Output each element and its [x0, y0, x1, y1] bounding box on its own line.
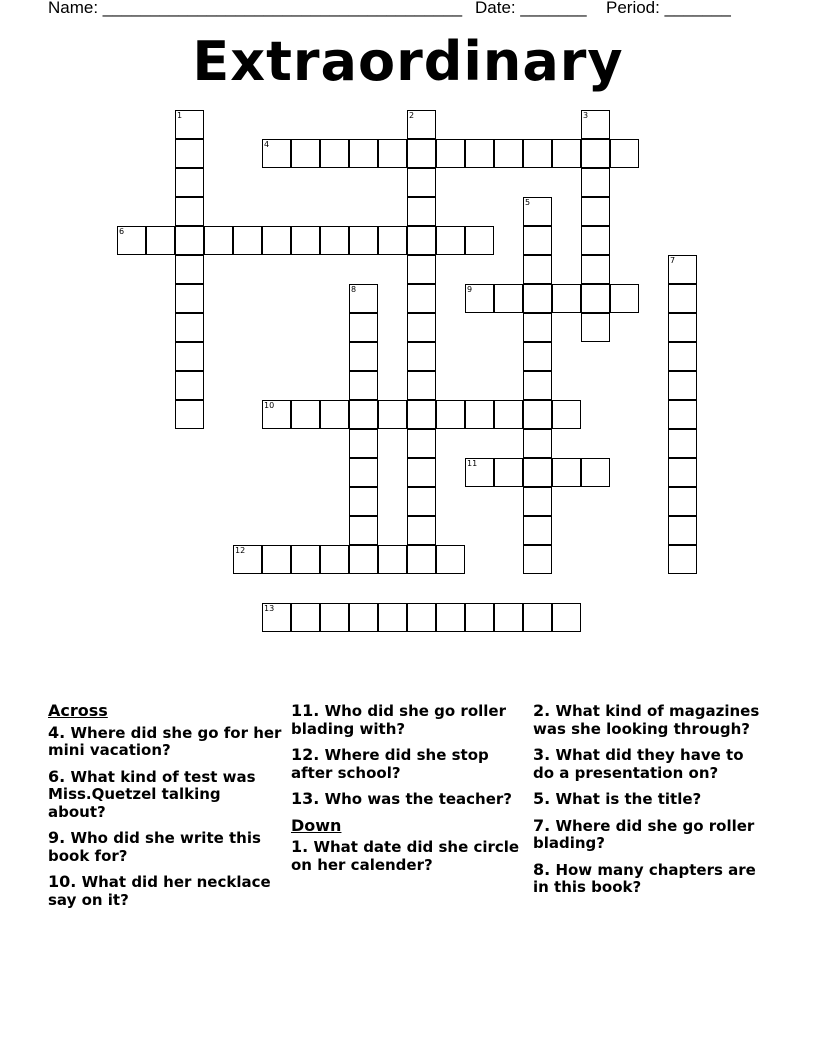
- grid-cell[interactable]: [465, 603, 494, 632]
- clue-across-4: 4. Where did she go for her mini vacation?: [48, 722, 282, 759]
- grid-cell[interactable]: [175, 371, 204, 400]
- grid-cell[interactable]: [668, 313, 697, 342]
- grid-cell[interactable]: [378, 400, 407, 429]
- grid-cell[interactable]: [175, 168, 204, 197]
- clue-number: 12: [235, 545, 246, 555]
- grid-cell[interactable]: [668, 284, 697, 313]
- grid-cell[interactable]: [610, 284, 639, 313]
- grid-cell[interactable]: [378, 226, 407, 255]
- grid-cell[interactable]: [175, 313, 204, 342]
- clue-column-2: [291, 702, 526, 882]
- grid-cell[interactable]: [204, 226, 233, 255]
- grid-cell[interactable]: [494, 139, 523, 168]
- clue-down-8: 8. How many chapters are in this book?: [533, 859, 756, 896]
- grid-cell[interactable]: [175, 226, 204, 255]
- grid-cell[interactable]: [175, 110, 204, 139]
- grid-cell[interactable]: [320, 603, 349, 632]
- clue-down-7: 7. Where did she go roller blading?: [533, 815, 755, 852]
- grid-cell[interactable]: [407, 139, 436, 168]
- clue-down-2: 2. What kind of magazines was she looking through?: [533, 701, 760, 738]
- grid-cell[interactable]: [291, 400, 320, 429]
- down-heading: Down: [291, 815, 342, 835]
- grid-cell[interactable]: [523, 255, 552, 284]
- grid-cell[interactable]: [436, 545, 465, 574]
- grid-cell[interactable]: [349, 371, 378, 400]
- grid-cell[interactable]: [523, 603, 552, 632]
- grid-cell[interactable]: [494, 400, 523, 429]
- grid-cell[interactable]: [378, 603, 407, 632]
- grid-cell[interactable]: [668, 429, 697, 458]
- grid-cell[interactable]: [262, 545, 291, 574]
- clue-across-6: 6. What kind of test was Miss.Quetzel talking about?: [48, 766, 256, 821]
- clue-number: 1: [177, 110, 183, 120]
- period-field[interactable]: Period: _______: [606, 0, 731, 17]
- grid-cell[interactable]: [465, 226, 494, 255]
- grid-cell[interactable]: [349, 458, 378, 487]
- grid-cell[interactable]: [233, 545, 262, 574]
- clue-number: 9: [467, 284, 473, 294]
- grid-cell[interactable]: [291, 603, 320, 632]
- clue-number: 7: [670, 255, 676, 265]
- clue-across-13: 13. Who was the teacher?: [291, 789, 513, 808]
- grid-cell[interactable]: [349, 429, 378, 458]
- grid-cell[interactable]: [581, 110, 610, 139]
- grid-cell[interactable]: [523, 197, 552, 226]
- grid-cell[interactable]: [320, 139, 349, 168]
- grid-cell[interactable]: [465, 284, 494, 313]
- grid-cell[interactable]: [407, 603, 436, 632]
- grid-cell[interactable]: [668, 487, 697, 516]
- grid-cell[interactable]: [349, 342, 378, 371]
- clue-number: 3: [583, 110, 589, 120]
- grid-cell[interactable]: [262, 603, 291, 632]
- grid-cell[interactable]: [175, 197, 204, 226]
- name-field[interactable]: Name: ______________________________________: [48, 0, 463, 17]
- grid-cell[interactable]: [175, 342, 204, 371]
- clue-down-3: 3. What did they have to do a presentation on?: [533, 745, 744, 782]
- grid-cell[interactable]: [407, 487, 436, 516]
- grid-cell[interactable]: [349, 487, 378, 516]
- grid-cell[interactable]: [407, 197, 436, 226]
- grid-cell[interactable]: [581, 168, 610, 197]
- clue-number: 13: [264, 603, 275, 613]
- grid-cell[interactable]: [262, 226, 291, 255]
- date-field[interactable]: Date: _______: [475, 0, 587, 17]
- grid-cell[interactable]: [581, 313, 610, 342]
- clue-across-10: 10. What did her necklace say on it?: [48, 872, 271, 909]
- grid-cell[interactable]: [378, 545, 407, 574]
- grid-cell[interactable]: [291, 545, 320, 574]
- grid-cell[interactable]: [523, 400, 552, 429]
- grid-cell[interactable]: [465, 458, 494, 487]
- grid-cell[interactable]: [262, 139, 291, 168]
- grid-cell[interactable]: [668, 458, 697, 487]
- grid-cell[interactable]: [523, 545, 552, 574]
- grid-cell[interactable]: [668, 371, 697, 400]
- clue-number: 5: [525, 197, 531, 207]
- grid-cell[interactable]: [407, 371, 436, 400]
- grid-cell[interactable]: [407, 110, 436, 139]
- grid-cell[interactable]: [407, 545, 436, 574]
- grid-cell[interactable]: [407, 284, 436, 313]
- grid-cell[interactable]: [668, 400, 697, 429]
- grid-cell[interactable]: [117, 226, 146, 255]
- grid-cell[interactable]: [668, 342, 697, 371]
- grid-cell[interactable]: [146, 226, 175, 255]
- grid-cell[interactable]: [407, 226, 436, 255]
- grid-cell[interactable]: [349, 545, 378, 574]
- grid-cell[interactable]: [581, 197, 610, 226]
- grid-cell[interactable]: [523, 458, 552, 487]
- grid-cell[interactable]: [436, 226, 465, 255]
- grid-cell[interactable]: [668, 516, 697, 545]
- grid-cell[interactable]: [378, 139, 407, 168]
- grid-cell[interactable]: [436, 139, 465, 168]
- grid-cell[interactable]: [407, 400, 436, 429]
- grid-cell[interactable]: [668, 545, 697, 574]
- grid-cell[interactable]: [262, 400, 291, 429]
- clue-across-12: 12. Where did she stop after school?: [291, 745, 489, 782]
- grid-cell[interactable]: [407, 516, 436, 545]
- grid-cell[interactable]: [349, 400, 378, 429]
- grid-cell[interactable]: [175, 284, 204, 313]
- grid-cell[interactable]: [407, 458, 436, 487]
- clue-down-5: 5. What is the title?: [533, 789, 702, 808]
- grid-cell[interactable]: [523, 139, 552, 168]
- grid-cell[interactable]: [465, 400, 494, 429]
- grid-cell[interactable]: [349, 284, 378, 313]
- grid-cell[interactable]: [523, 487, 552, 516]
- grid-cell[interactable]: [523, 342, 552, 371]
- grid-cell[interactable]: [494, 284, 523, 313]
- grid-cell[interactable]: [407, 313, 436, 342]
- clue-number: 6: [119, 226, 125, 236]
- grid-cell[interactable]: [523, 284, 552, 313]
- grid-cell[interactable]: [349, 226, 378, 255]
- grid-cell[interactable]: [494, 458, 523, 487]
- grid-cell[interactable]: [581, 139, 610, 168]
- clue-number: 11: [467, 458, 478, 468]
- grid-cell[interactable]: [552, 400, 581, 429]
- grid-cell[interactable]: [523, 226, 552, 255]
- clue-number: 10: [264, 400, 275, 410]
- grid-cell[interactable]: [610, 139, 639, 168]
- grid-cell[interactable]: [407, 255, 436, 284]
- grid-cell[interactable]: [523, 313, 552, 342]
- clue-number: 2: [409, 110, 415, 120]
- grid-cell[interactable]: [436, 400, 465, 429]
- grid-cell[interactable]: [523, 429, 552, 458]
- grid-cell[interactable]: [175, 255, 204, 284]
- grid-cell[interactable]: [407, 342, 436, 371]
- grid-cell[interactable]: [233, 226, 262, 255]
- grid-cell[interactable]: [581, 458, 610, 487]
- grid-cell[interactable]: [349, 603, 378, 632]
- grid-cell[interactable]: [494, 603, 523, 632]
- grid-cell[interactable]: [552, 458, 581, 487]
- clue-column-1: [48, 702, 283, 917]
- across-heading: Across: [48, 701, 108, 720]
- grid-cell[interactable]: [291, 139, 320, 168]
- grid-cell[interactable]: [581, 284, 610, 313]
- grid-cell[interactable]: [349, 516, 378, 545]
- clue-number: 4: [264, 139, 270, 149]
- grid-cell[interactable]: [581, 226, 610, 255]
- clue-across-9: 9. Who did she write this book for?: [48, 828, 261, 865]
- grid-cell[interactable]: [552, 139, 581, 168]
- grid-cell[interactable]: [552, 284, 581, 313]
- grid-cell[interactable]: [523, 371, 552, 400]
- grid-cell[interactable]: [407, 429, 436, 458]
- grid-cell[interactable]: [349, 313, 378, 342]
- grid-cell[interactable]: [320, 545, 349, 574]
- clue-across-11: 11. Who did she go roller blading with?: [291, 701, 506, 738]
- clue-number: 8: [351, 284, 357, 294]
- clue-down-1: 1. What date did she circle on her calender?: [291, 837, 520, 874]
- clue-column-3: [533, 702, 768, 905]
- grid-cell[interactable]: [320, 226, 349, 255]
- grid-cell[interactable]: [436, 603, 465, 632]
- grid-cell[interactable]: [349, 139, 378, 168]
- grid-cell[interactable]: [175, 400, 204, 429]
- grid-cell[interactable]: [581, 255, 610, 284]
- grid-cell[interactable]: [320, 400, 349, 429]
- puzzle-title: Extraordinary: [192, 30, 624, 93]
- grid-cell[interactable]: [668, 255, 697, 284]
- grid-cell[interactable]: [407, 168, 436, 197]
- grid-cell[interactable]: [465, 139, 494, 168]
- grid-cell[interactable]: [552, 603, 581, 632]
- grid-cell[interactable]: [175, 139, 204, 168]
- grid-cell[interactable]: [523, 516, 552, 545]
- grid-cell[interactable]: [291, 226, 320, 255]
